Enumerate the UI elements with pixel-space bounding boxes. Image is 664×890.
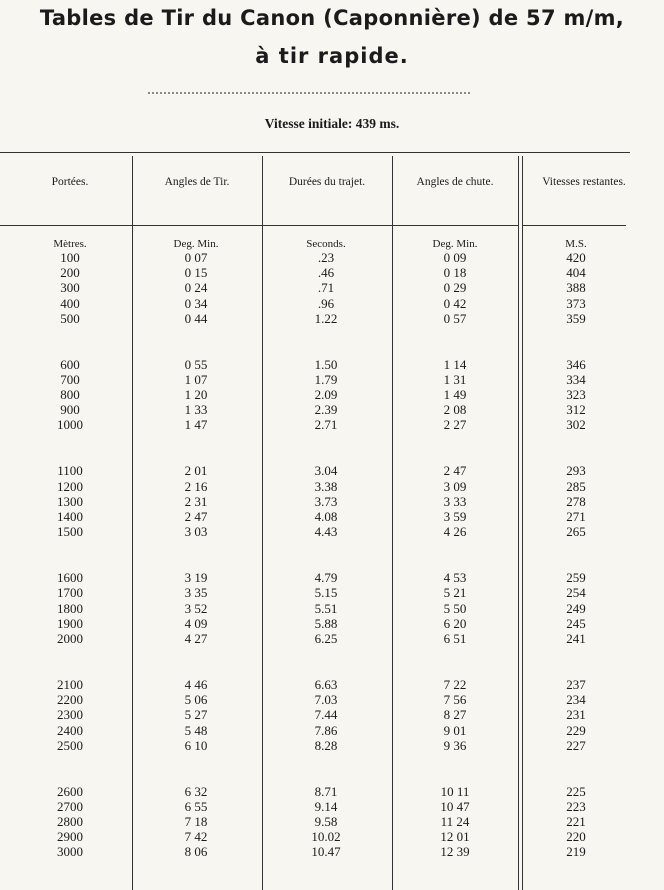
cell-angle-chute: 9 01	[443, 722, 467, 738]
cell-vitesse: 245	[566, 615, 586, 631]
cell-angle-tir: 0 15	[184, 265, 208, 281]
cell-portee: 1100	[57, 463, 83, 479]
cell-angle-tir: 3 52	[184, 600, 208, 616]
cell-vitesse: 237	[566, 676, 586, 692]
cell-duree: 6.25	[314, 630, 338, 646]
cell-duree: .71	[317, 280, 335, 296]
cell-vitesse: 312	[566, 402, 586, 418]
row-group	[133, 250, 259, 326]
cell-portee: 500	[60, 310, 80, 326]
cell-vitesse: 259	[566, 570, 586, 586]
row-group	[35, 357, 105, 433]
cell-vitesse: 220	[566, 829, 586, 845]
cell-angle-chute: 7 56	[443, 692, 467, 708]
cell-duree: 8.28	[314, 737, 338, 753]
cell-angle-chute: 9 36	[443, 737, 467, 753]
cell-vitesse: 241	[566, 630, 586, 646]
row-group	[393, 250, 517, 326]
cell-portee: 1400	[57, 509, 83, 525]
cell-angle-tir: 0 34	[184, 295, 208, 311]
cell-vitesse: 359	[566, 310, 586, 326]
cell-duree: .96	[317, 295, 335, 311]
cell-vitesse: 323	[566, 387, 586, 403]
cell-angle-tir: 7 42	[184, 829, 208, 845]
cell-angle-chute: 2 08	[443, 402, 467, 418]
cell-portee: 2000	[57, 630, 83, 646]
cell-portee: 2600	[57, 783, 83, 799]
dotted-separator	[148, 92, 470, 94]
cell-angle-chute: 0 57	[443, 310, 467, 326]
cell-duree: 1.79	[314, 371, 338, 387]
cell-angle-chute: 10 47	[440, 798, 470, 814]
cell-angle-tir: 4 09	[184, 615, 208, 631]
cell-duree: 7.03	[314, 692, 338, 708]
header-angles-chute: Angles de chute.	[416, 176, 494, 188]
row-group	[393, 677, 517, 753]
cell-angle-chute: 0 42	[443, 295, 467, 311]
cell-duree: 2.71	[314, 417, 338, 433]
row-group	[133, 784, 259, 860]
row-group	[35, 784, 105, 860]
cell-angle-tir: 3 35	[184, 585, 208, 601]
cell-duree: 5.88	[314, 615, 338, 631]
cell-portee: 1300	[57, 493, 83, 509]
cell-portee: 1900	[57, 615, 83, 631]
row-group	[35, 250, 105, 326]
cell-vitesse: 334	[566, 371, 586, 387]
cell-duree: 7.44	[314, 707, 338, 723]
header-vitesses: Vitesses restantes.	[542, 176, 626, 188]
header-angles-tir: Angles de Tir.	[164, 176, 230, 188]
cell-angle-tir: 0 07	[184, 250, 208, 265]
cell-angle-tir: 6 10	[184, 737, 208, 753]
cell-portee: 3000	[57, 844, 83, 860]
row-group	[263, 357, 389, 433]
cell-angle-chute: 6 20	[443, 615, 467, 631]
cell-portee: 2300	[57, 707, 83, 723]
cell-angle-tir: 1 33	[184, 402, 208, 418]
row-group	[263, 250, 389, 326]
cell-portee: 2100	[57, 676, 83, 692]
row-group	[523, 570, 629, 646]
cell-vitesse: 420	[566, 250, 586, 265]
cell-duree: 5.51	[314, 600, 338, 616]
unit-seconds: Seconds.	[306, 238, 346, 250]
cell-duree: 8.71	[314, 783, 338, 799]
cell-portee: 100	[60, 250, 80, 265]
cell-duree: .23	[317, 250, 335, 265]
column-angles-tir	[133, 250, 259, 890]
cell-vitesse: 249	[566, 600, 586, 616]
cell-portee: 1700	[57, 585, 83, 601]
cell-vitesse: 229	[566, 722, 586, 738]
page-subtitle: à tir rapide.	[255, 44, 409, 68]
cell-angle-tir: 6 32	[184, 783, 208, 799]
initial-velocity: Vitesse initiale: 439 ms.	[264, 116, 400, 131]
cell-vitesse: 293	[566, 463, 586, 479]
row-group	[523, 677, 629, 753]
cell-portee: 900	[60, 402, 80, 418]
column-angles-chute	[393, 250, 517, 890]
cell-duree: 1.50	[314, 356, 338, 372]
cell-portee: 700	[60, 371, 80, 387]
cell-portee: 600	[60, 356, 80, 372]
cell-duree: 9.14	[314, 798, 338, 814]
header-durees: Durées du trajet.	[288, 176, 366, 188]
cell-angle-tir: 0 44	[184, 310, 208, 326]
cell-portee: 800	[60, 387, 80, 403]
cell-angle-tir: 2 01	[184, 463, 208, 479]
cell-duree: 3.73	[314, 493, 338, 509]
cell-angle-tir: 0 24	[184, 280, 208, 296]
row-group	[133, 677, 259, 753]
cell-angle-tir: 1 20	[184, 387, 208, 403]
header-portees: Portées.	[51, 176, 89, 188]
cell-angle-chute: 6 51	[443, 630, 467, 646]
cell-angle-tir: 5 06	[184, 692, 208, 708]
cell-angle-tir: 8 06	[184, 844, 208, 860]
header-rule	[0, 225, 518, 226]
cell-angle-tir: 6 55	[184, 798, 208, 814]
cell-angle-chute: 12 39	[440, 844, 470, 860]
cell-portee: 2400	[57, 722, 83, 738]
cell-portee: 2500	[57, 737, 83, 753]
cell-portee: 2900	[57, 829, 83, 845]
cell-duree: 10.47	[311, 844, 341, 860]
cell-angle-chute: 7 22	[443, 676, 467, 692]
cell-angle-chute: 4 26	[443, 524, 467, 540]
cell-vitesse: 223	[566, 798, 586, 814]
cell-angle-chute: 12 01	[440, 829, 470, 845]
cell-vitesse: 227	[566, 737, 586, 753]
row-group	[523, 357, 629, 433]
cell-vitesse: 388	[566, 280, 586, 296]
cell-portee: 1000	[57, 417, 83, 433]
cell-angle-chute: 10 11	[440, 783, 470, 799]
cell-angle-tir: 7 18	[184, 814, 208, 830]
cell-duree: 4.79	[314, 570, 338, 586]
cell-vitesse: 302	[566, 417, 586, 433]
cell-portee: 2200	[57, 692, 83, 708]
cell-duree: 3.38	[314, 478, 338, 494]
row-group	[35, 463, 105, 539]
cell-duree: 2.09	[314, 387, 338, 403]
row-group	[393, 463, 517, 539]
row-group	[263, 677, 389, 753]
row-group	[263, 784, 389, 860]
cell-vitesse: 219	[566, 844, 586, 860]
row-group	[393, 570, 517, 646]
cell-vitesse: 221	[566, 814, 586, 830]
cell-angle-tir: 1 47	[184, 417, 208, 433]
cell-portee: 1600	[57, 570, 83, 586]
page-title: Tables de Tir du Canon (Caponnière) de 57 m/m,	[39, 6, 625, 30]
cell-portee: 1500	[57, 524, 83, 540]
cell-angle-chute: 0 18	[443, 265, 467, 281]
cell-duree: 10.02	[311, 829, 341, 845]
table-top-rule	[0, 152, 630, 153]
cell-portee: 1800	[57, 600, 83, 616]
cell-duree: 4.43	[314, 524, 338, 540]
cell-vitesse: 231	[566, 707, 586, 723]
cell-vitesse: 234	[566, 692, 586, 708]
cell-angle-chute: 1 31	[443, 371, 467, 387]
row-group	[393, 784, 517, 860]
cell-portee: 2700	[57, 798, 83, 814]
row-group	[133, 357, 259, 433]
cell-angle-chute: 1 49	[443, 387, 467, 403]
row-group	[263, 463, 389, 539]
cell-angle-chute: 1 14	[443, 356, 467, 372]
cell-duree: 6.63	[314, 676, 338, 692]
cell-vitesse: 373	[566, 295, 586, 311]
cell-vitesse: 225	[566, 783, 586, 799]
cell-angle-chute: 8 27	[443, 707, 467, 723]
cell-angle-chute: 0 29	[443, 280, 467, 296]
unit-deg-min-chute: Deg. Min.	[432, 238, 478, 250]
cell-angle-chute: 3 33	[443, 493, 467, 509]
cell-portee: 1200	[57, 478, 83, 494]
cell-duree: 4.08	[314, 509, 338, 525]
column-vitesses	[523, 250, 629, 890]
cell-portee: 2800	[57, 814, 83, 830]
cell-vitesse: 346	[566, 356, 586, 372]
row-group	[393, 357, 517, 433]
cell-angle-tir: 4 46	[184, 676, 208, 692]
cell-duree: 3.04	[314, 463, 338, 479]
cell-angle-chute: 5 50	[443, 600, 467, 616]
cell-angle-tir: 5 27	[184, 707, 208, 723]
cell-vitesse: 254	[566, 585, 586, 601]
cell-vitesse: 285	[566, 478, 586, 494]
cell-vitesse: 271	[566, 509, 586, 525]
cell-vitesse: 278	[566, 493, 586, 509]
cell-angle-chute: 0 09	[443, 250, 467, 265]
row-group	[523, 784, 629, 860]
row-group	[133, 463, 259, 539]
unit-metres: Mètres.	[53, 238, 87, 250]
cell-angle-chute: 2 27	[443, 417, 467, 433]
cell-angle-chute: 11 24	[440, 814, 470, 830]
cell-duree: 7.86	[314, 722, 338, 738]
row-group	[523, 463, 629, 539]
cell-portee: 300	[60, 280, 80, 296]
cell-angle-tir: 3 03	[184, 524, 208, 540]
unit-ms: M.S.	[565, 238, 587, 250]
column-durees	[263, 250, 389, 890]
cell-angle-tir: 3 19	[184, 570, 208, 586]
cell-portee: 200	[60, 265, 80, 281]
cell-vitesse: 265	[566, 524, 586, 540]
cell-angle-chute: 2 47	[443, 463, 467, 479]
header-rule-right	[522, 225, 626, 226]
cell-angle-tir: 2 47	[184, 509, 208, 525]
cell-angle-chute: 3 09	[443, 478, 467, 494]
cell-angle-chute: 4 53	[443, 570, 467, 586]
cell-angle-tir: 4 27	[184, 630, 208, 646]
cell-duree: 9.58	[314, 814, 338, 830]
cell-angle-tir: 0 55	[184, 356, 208, 372]
row-group	[133, 570, 259, 646]
row-group	[35, 677, 105, 753]
cell-duree: 5.15	[314, 585, 338, 601]
cell-angle-tir: 5 48	[184, 722, 208, 738]
row-group	[523, 250, 629, 326]
cell-angle-tir: 1 07	[184, 371, 208, 387]
col-divider-4a	[518, 156, 519, 890]
cell-vitesse: 404	[566, 265, 586, 281]
row-group	[263, 570, 389, 646]
cell-angle-tir: 2 31	[184, 493, 208, 509]
cell-angle-tir: 2 16	[184, 478, 208, 494]
cell-portee: 400	[60, 295, 80, 311]
cell-angle-chute: 5 21	[443, 585, 467, 601]
cell-angle-chute: 3 59	[443, 509, 467, 525]
cell-duree: 2.39	[314, 402, 338, 418]
cell-duree: 1.22	[314, 310, 338, 326]
column-portees	[35, 250, 105, 890]
cell-duree: .46	[317, 265, 335, 281]
row-group	[35, 570, 105, 646]
unit-deg-min-tir: Deg. Min.	[173, 238, 219, 250]
